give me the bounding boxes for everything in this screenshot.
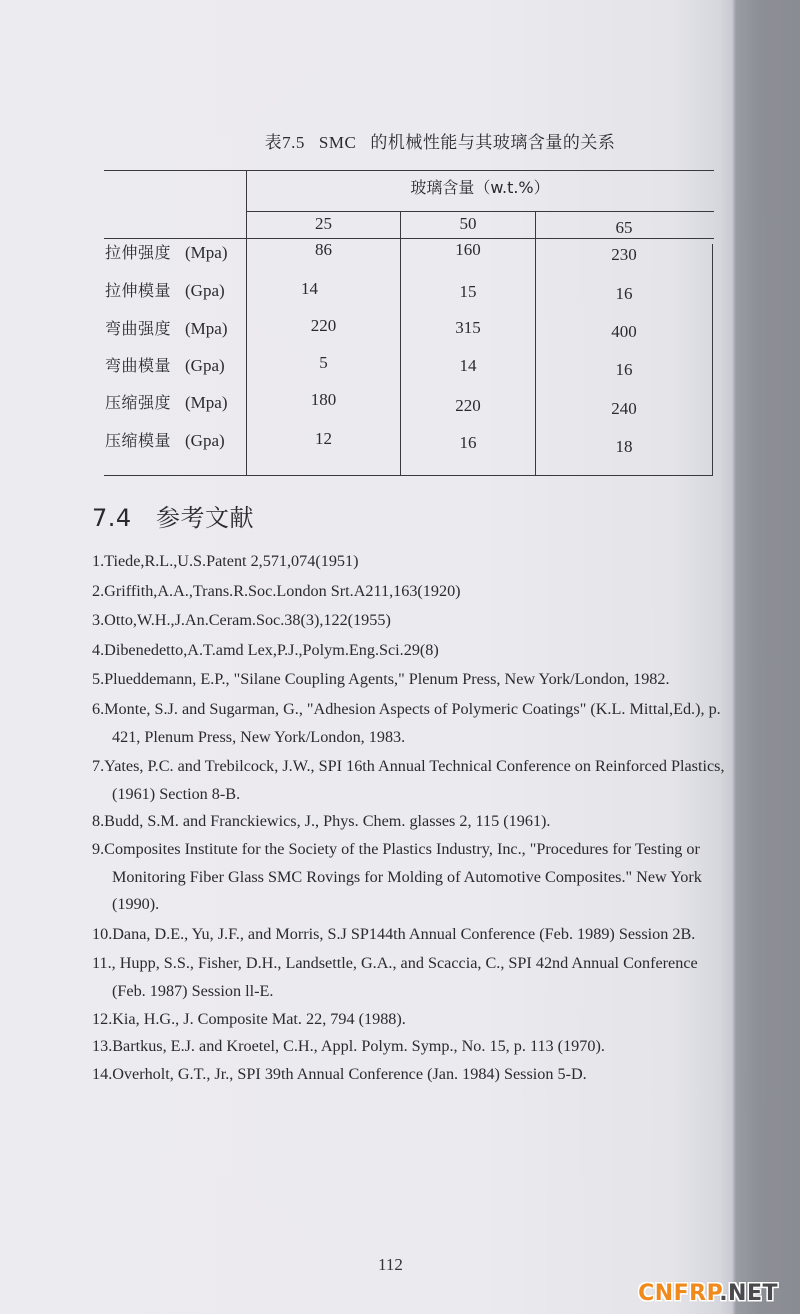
page-number: 112 (378, 1255, 403, 1274)
table-cell: 14 (459, 356, 477, 375)
section-heading (92, 498, 254, 533)
table-group-rule (246, 211, 714, 212)
reference-item: 7.Yates, P.C. and Trebilcock, J.W., SPI 16th Annual Technical Conference on Reinforced Plastics, (1961) Section 8-B. (92, 757, 725, 803)
reference-item: 9.Composites Institute for the Society of the Plastics Industry, Inc., "Procedures for Testing or Monitoring Fiber Glass SMC Rovings for Molding of Automotive Composites." New York (1990). (92, 839, 702, 914)
table-bottom-rule (104, 475, 713, 476)
reference-item: 1.Tiede,R.L.,U.S.Patent 2,571,074(1951) (92, 552, 359, 570)
table-cell: 86 (315, 240, 332, 259)
table-caption (0, 128, 800, 153)
reference-item: 3.Otto,W.H.,J.An.Ceram.Soc.38(3),122(1955) (92, 611, 391, 630)
reference-item: 2.Griffith,A.A.,Trans.R.Soc.London Srt.A211,163(1920) (92, 581, 461, 600)
reference-item: 6.Monte, S.J. and Sugarman, G., "Adhesion Aspects of Polymeric Coatings" (K.L. Mittal,Ed.), p. 421, Plenum Press, New York/London, 1983. (92, 699, 721, 746)
table-cell: 220 (310, 316, 337, 335)
reference-item: 14.Overholt, G.T., Jr., SPI 39th Annual Conference (Jan. 1984) Session 5-D. (92, 1064, 587, 1083)
reference-list (92, 548, 732, 1088)
table-cell: 160 (455, 240, 481, 259)
reference-item: 5.Plueddemann, E.P., "Silane Coupling Agents," Plenum Press, New York/London, 1982. (92, 670, 670, 689)
table-cell: 16 (459, 433, 477, 452)
table-cell: 220 (455, 396, 481, 415)
table-right-border (712, 244, 713, 476)
reference-item: 10.Dana, D.E., Yu, J.F., and Morris, S.J SP144th Annual Conference (Feb. 1989) Session 2B. (92, 924, 696, 943)
watermark-suffix: .NET (719, 1281, 778, 1306)
table-column-header: 65 (615, 218, 633, 237)
table-group-header: 玻璃含量（w.t.%） (410, 178, 550, 197)
table-top-rule (104, 170, 714, 171)
watermark-main: CNFRP (638, 1281, 720, 1306)
watermark-logo (638, 1281, 778, 1306)
reference-item: 4.Dibenedetto,A.T.amd Lex,P.J.,Polym.Eng.Sci.29(8) (92, 640, 439, 659)
table-row-label: 弯曲强度 (Mpa) (105, 319, 228, 338)
table-column-header: 50 (459, 214, 477, 233)
table-row-label: 弯曲模量 (Gpa) (105, 356, 225, 375)
table-cell: 16 (615, 360, 633, 379)
table-cell: 240 (611, 399, 637, 418)
table-cell: 230 (611, 245, 637, 264)
reference-item: 13.Bartkus, E.J. and Kroetel, C.H., Appl. Polym. Symp., No. 15, p. 113 (1970). (92, 1037, 605, 1056)
table-cell: 5 (319, 353, 328, 372)
table-cell: 16 (615, 284, 633, 303)
table-caption-text: 的机械性能与其玻璃含量的关系 (370, 133, 616, 153)
table-cell: 180 (310, 390, 337, 409)
reference-item: 8.Budd, S.M. and Franckiewics, J., Phys. Chem. glasses 2, 115 (1961). (92, 812, 551, 831)
table-column-header: 25 (315, 214, 332, 233)
table-cell: 18 (615, 437, 633, 456)
table-caption-subject: SMC (318, 133, 357, 152)
table-row-label: 拉伸模量 (Gpa) (105, 281, 225, 300)
table-cell: 12 (315, 429, 332, 448)
table-row-label: 压缩强度 (Mpa) (105, 393, 228, 412)
section-number: 7.4 (92, 504, 132, 532)
table-cell: 14 (301, 279, 318, 298)
table-cell: 15 (459, 282, 477, 301)
table-row-label: 压缩模量 (Gpa) (105, 431, 225, 450)
section-title: 参考文献 (156, 504, 254, 532)
table-cell: 315 (455, 318, 481, 337)
table-caption-number: 表7.5 (264, 133, 305, 152)
table-row-label: 拉伸强度 (Mpa) (105, 243, 228, 262)
table-cell: 400 (611, 322, 637, 341)
reference-item: 12.Kia, H.G., J. Composite Mat. 22, 794 (1988). (92, 1009, 406, 1028)
reference-item: 11., Hupp, S.S., Fisher, D.H., Landsettle, G.A., and Scaccia, C., SPI 42nd Annual Conference (Feb. 1987) Session ll-E. (92, 954, 698, 1000)
